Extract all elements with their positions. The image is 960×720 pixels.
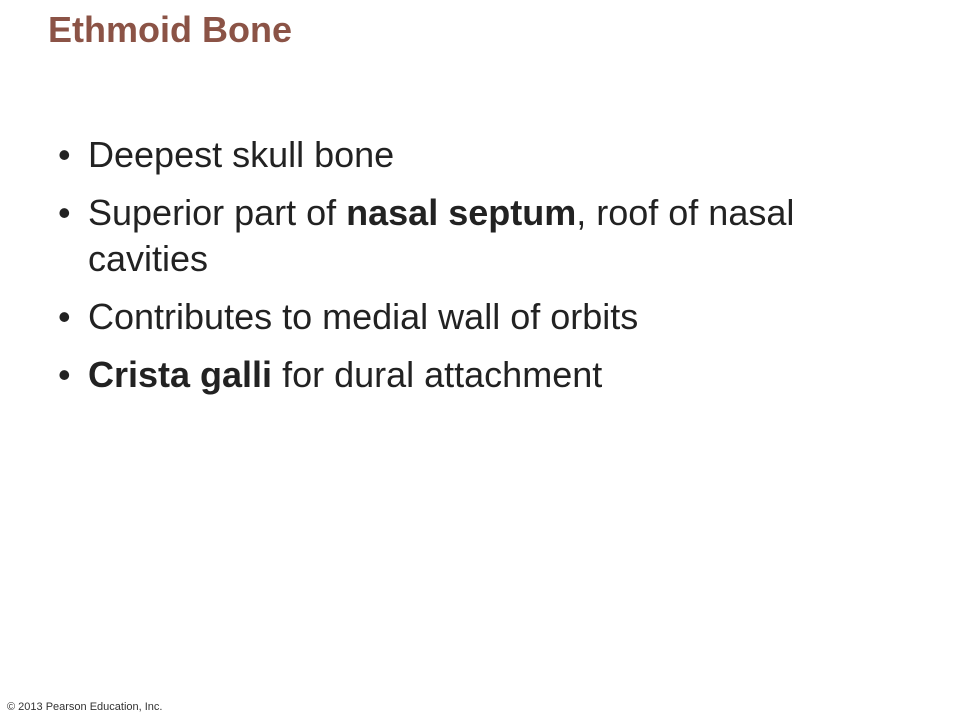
bullet-text: Contributes to medial wall of orbits [88,296,639,337]
copyright-notice: © 2013 Pearson Education, Inc. [7,701,163,713]
bullet-item [58,190,918,282]
bullet-text-bold: nasal septum [346,192,577,233]
bullet-icon: • [58,354,71,395]
bullet-item [58,294,918,340]
bullet-text-bold: Crista galli [88,354,273,395]
bullet-text: Superior part of [88,192,347,233]
slide-title: Ethmoid Bone [48,9,292,50]
bullet-item [58,132,918,178]
bullet-icon: • [58,134,71,175]
bullet-icon: • [58,192,71,233]
bullet-list [58,132,918,410]
bullet-text: Deepest skull bone [88,134,395,175]
bullet-text: for dural attachment [272,354,603,395]
bullet-item [58,352,918,398]
bullet-text: , roof of nasal cavities [88,192,795,279]
bullet-icon: • [58,296,71,337]
